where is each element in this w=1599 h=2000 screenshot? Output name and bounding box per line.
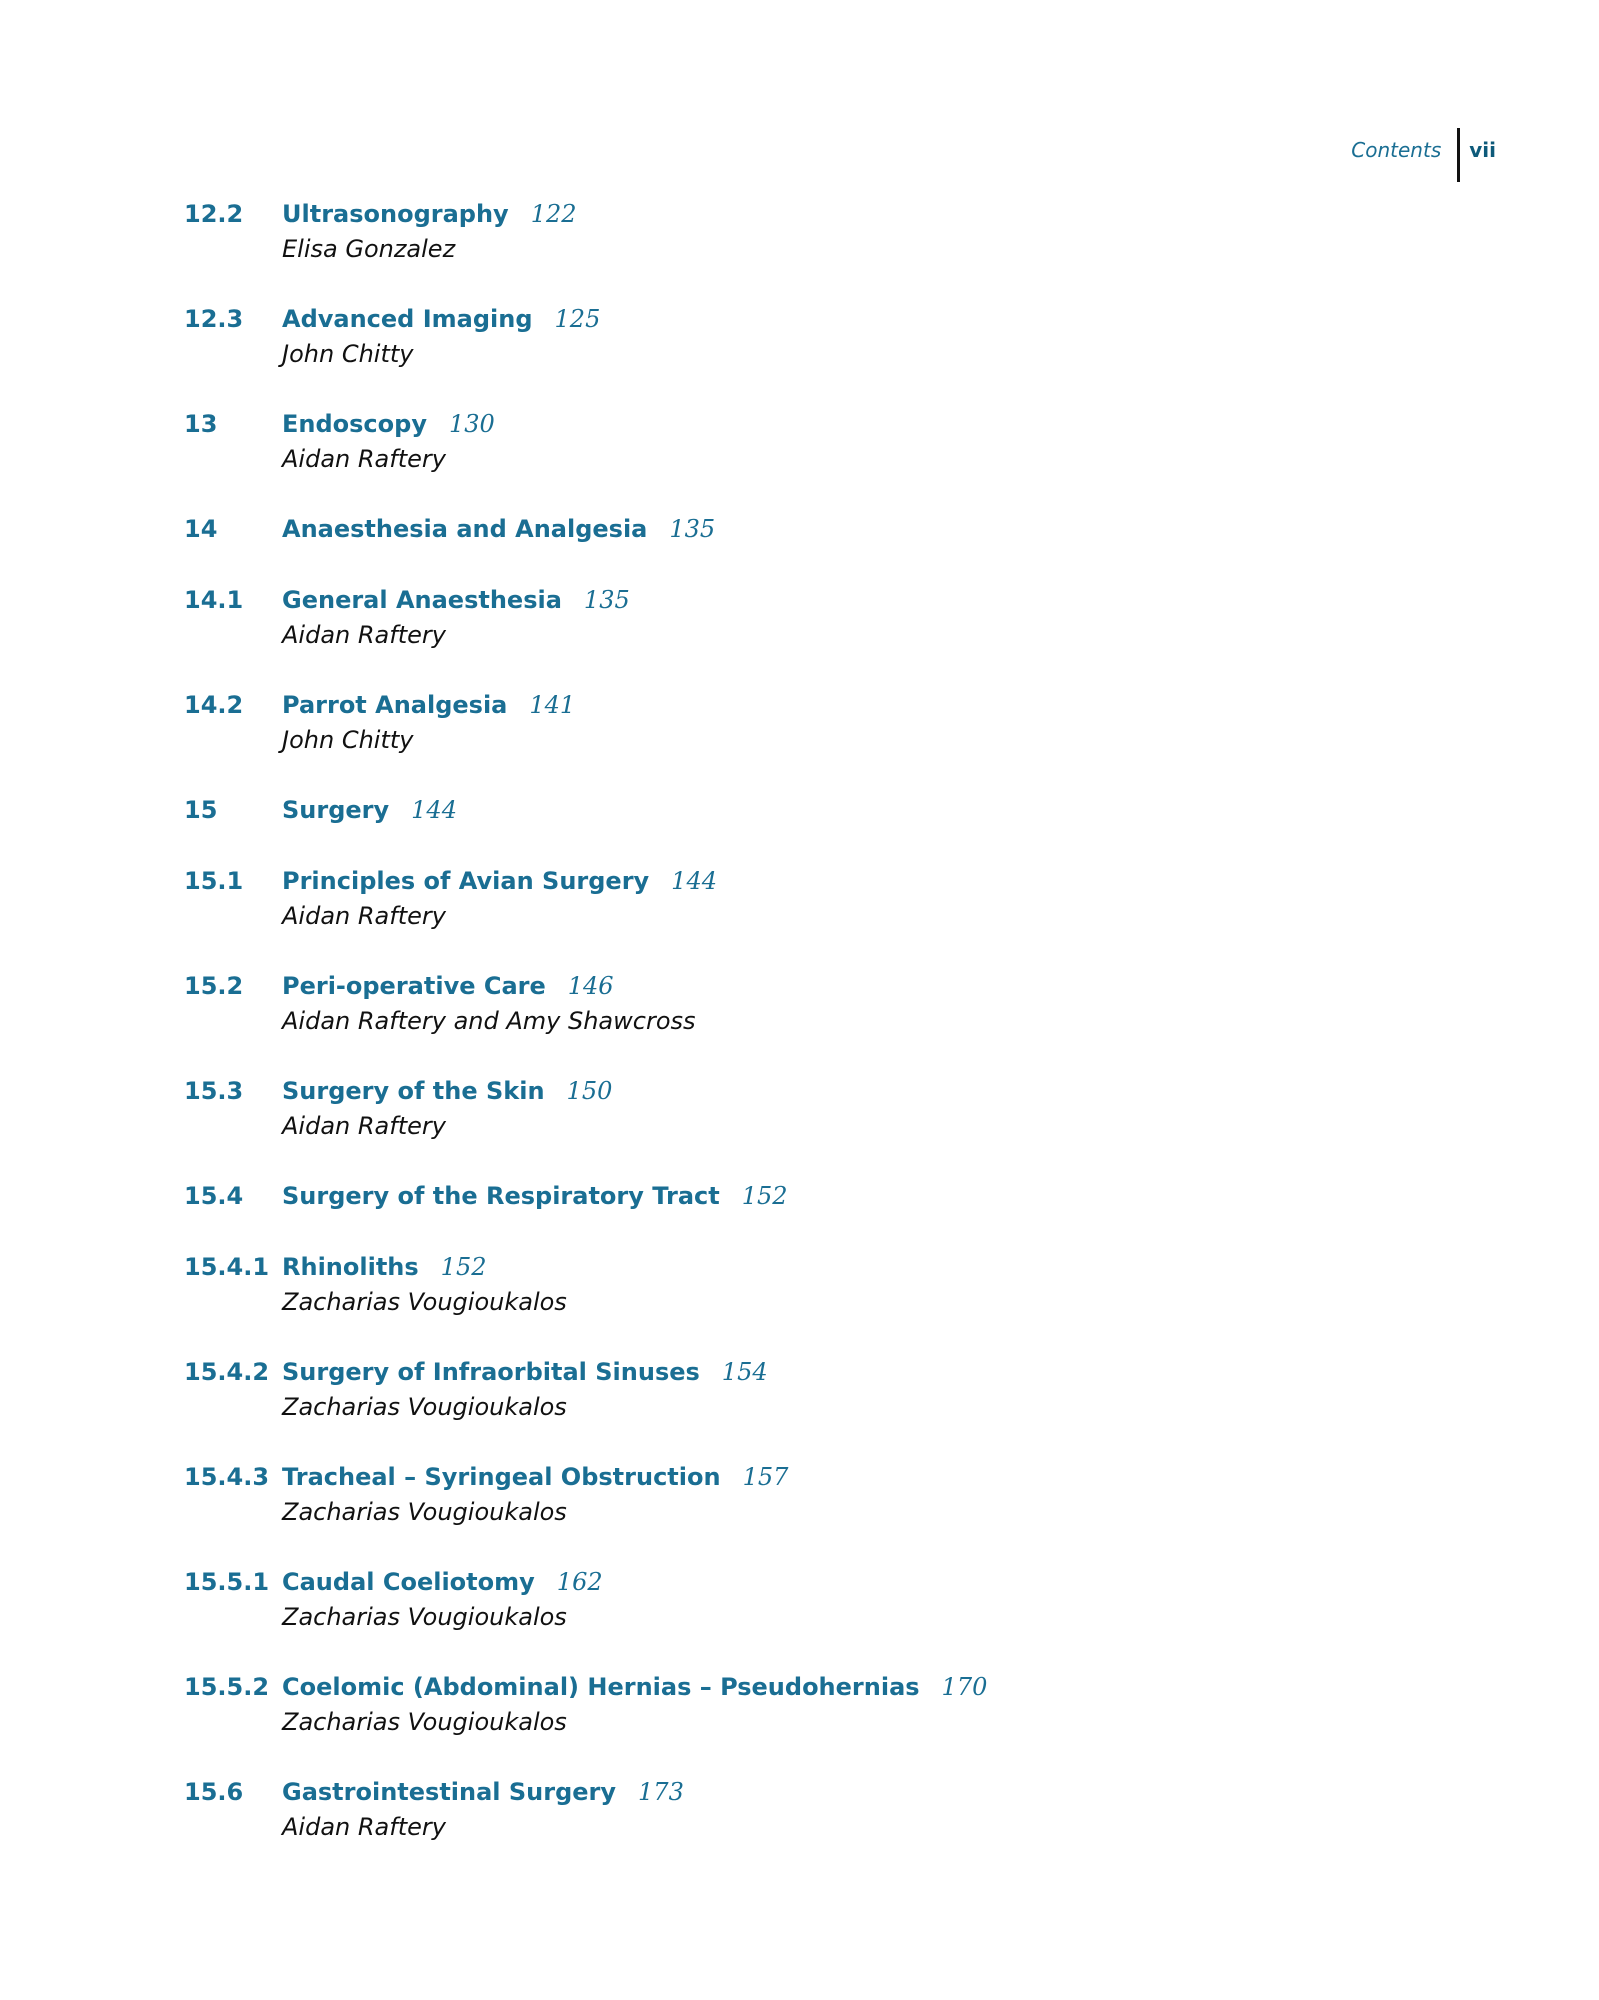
page-reference: 130 <box>448 410 495 438</box>
section-author: Aidan Raftery <box>282 1813 446 1841</box>
page-reference: 144 <box>671 867 717 895</box>
section-author: Zacharias Vougioukalos <box>282 1603 567 1631</box>
page-reference: 125 <box>554 305 601 333</box>
section-number: 14.1 <box>184 586 244 614</box>
page-reference: 152 <box>440 1253 487 1281</box>
section-number: 15.2 <box>184 972 244 1000</box>
section-number: 14.2 <box>184 691 244 719</box>
page-reference: 152 <box>741 1182 788 1210</box>
page-reference: 170 <box>941 1673 988 1701</box>
section-title[interactable]: Peri-operative Care <box>282 972 546 1000</box>
section-author: Aidan Raftery <box>282 1112 446 1140</box>
section-author: Aidan Raftery <box>282 902 446 930</box>
page-reference: 146 <box>567 972 614 1000</box>
page-reference: 150 <box>566 1077 613 1105</box>
section-author: Aidan Raftery <box>282 621 446 649</box>
section-title[interactable]: Principles of Avian Surgery <box>282 867 650 895</box>
section-number: 15.4.2 <box>184 1358 270 1386</box>
section-title[interactable]: Ultrasonography <box>282 200 509 228</box>
section-author: John Chitty <box>282 340 414 368</box>
section-author: Zacharias Vougioukalos <box>282 1393 567 1421</box>
section-number: 15 <box>184 796 218 824</box>
section-number: 13 <box>184 410 218 438</box>
page-reference: 135 <box>583 586 630 614</box>
section-number: 12.3 <box>184 305 244 333</box>
page-reference: 141 <box>529 691 576 719</box>
section-title[interactable]: Surgery of the Respiratory Tract <box>282 1182 720 1210</box>
section-number: 15.6 <box>184 1778 244 1806</box>
section-title[interactable]: Gastrointestinal Surgery <box>282 1778 617 1806</box>
running-head-section: Contents <box>1351 138 1442 162</box>
section-number: 12.2 <box>184 200 244 228</box>
section-number: 15.5.1 <box>184 1568 270 1596</box>
section-number: 15.3 <box>184 1077 244 1105</box>
section-author: Aidan Raftery <box>282 445 446 473</box>
section-title[interactable]: Caudal Coeliotomy <box>282 1568 535 1596</box>
section-author: John Chitty <box>282 726 414 754</box>
section-number: 15.1 <box>184 867 244 895</box>
page-reference: 144 <box>411 796 457 824</box>
section-author: Zacharias Vougioukalos <box>282 1288 567 1316</box>
section-title[interactable]: Rhinoliths <box>282 1253 419 1281</box>
section-title[interactable]: Advanced Imaging <box>282 305 533 333</box>
section-number: 15.4.3 <box>184 1463 270 1491</box>
section-number: 15.4 <box>184 1182 244 1210</box>
section-number: 15.5.2 <box>184 1673 270 1701</box>
section-title[interactable]: Tracheal – Syringeal Obstruction <box>282 1463 721 1491</box>
section-title[interactable]: Surgery of the Skin <box>282 1077 545 1105</box>
section-number: 15.4.1 <box>184 1253 270 1281</box>
section-author: Zacharias Vougioukalos <box>282 1498 567 1526</box>
section-title[interactable]: Parrot Analgesia <box>282 691 508 719</box>
page-number: vii <box>1469 138 1496 162</box>
section-title[interactable]: Surgery of Infraorbital Sinuses <box>282 1358 700 1386</box>
page-reference: 122 <box>530 200 577 228</box>
page-reference: 162 <box>556 1568 603 1596</box>
section-title[interactable]: Anaesthesia and Analgesia <box>282 515 648 543</box>
section-author: Aidan Raftery and Amy Shawcross <box>282 1007 696 1035</box>
section-title[interactable]: Endoscopy <box>282 410 427 438</box>
running-head <box>1351 128 1496 182</box>
page-reference: 154 <box>721 1358 768 1386</box>
section-author: Elisa Gonzalez <box>282 235 456 263</box>
page-reference: 157 <box>742 1463 789 1491</box>
page-reference: 135 <box>669 515 716 543</box>
section-author: Zacharias Vougioukalos <box>282 1708 567 1736</box>
section-title[interactable]: Coelomic (Abdominal) Hernias – Pseudohernias <box>282 1673 920 1701</box>
running-head-rule <box>1457 128 1460 182</box>
page-reference: 173 <box>638 1778 684 1806</box>
section-title[interactable]: Surgery <box>282 796 390 824</box>
section-number: 14 <box>184 515 218 543</box>
section-title[interactable]: General Anaesthesia <box>282 586 562 614</box>
